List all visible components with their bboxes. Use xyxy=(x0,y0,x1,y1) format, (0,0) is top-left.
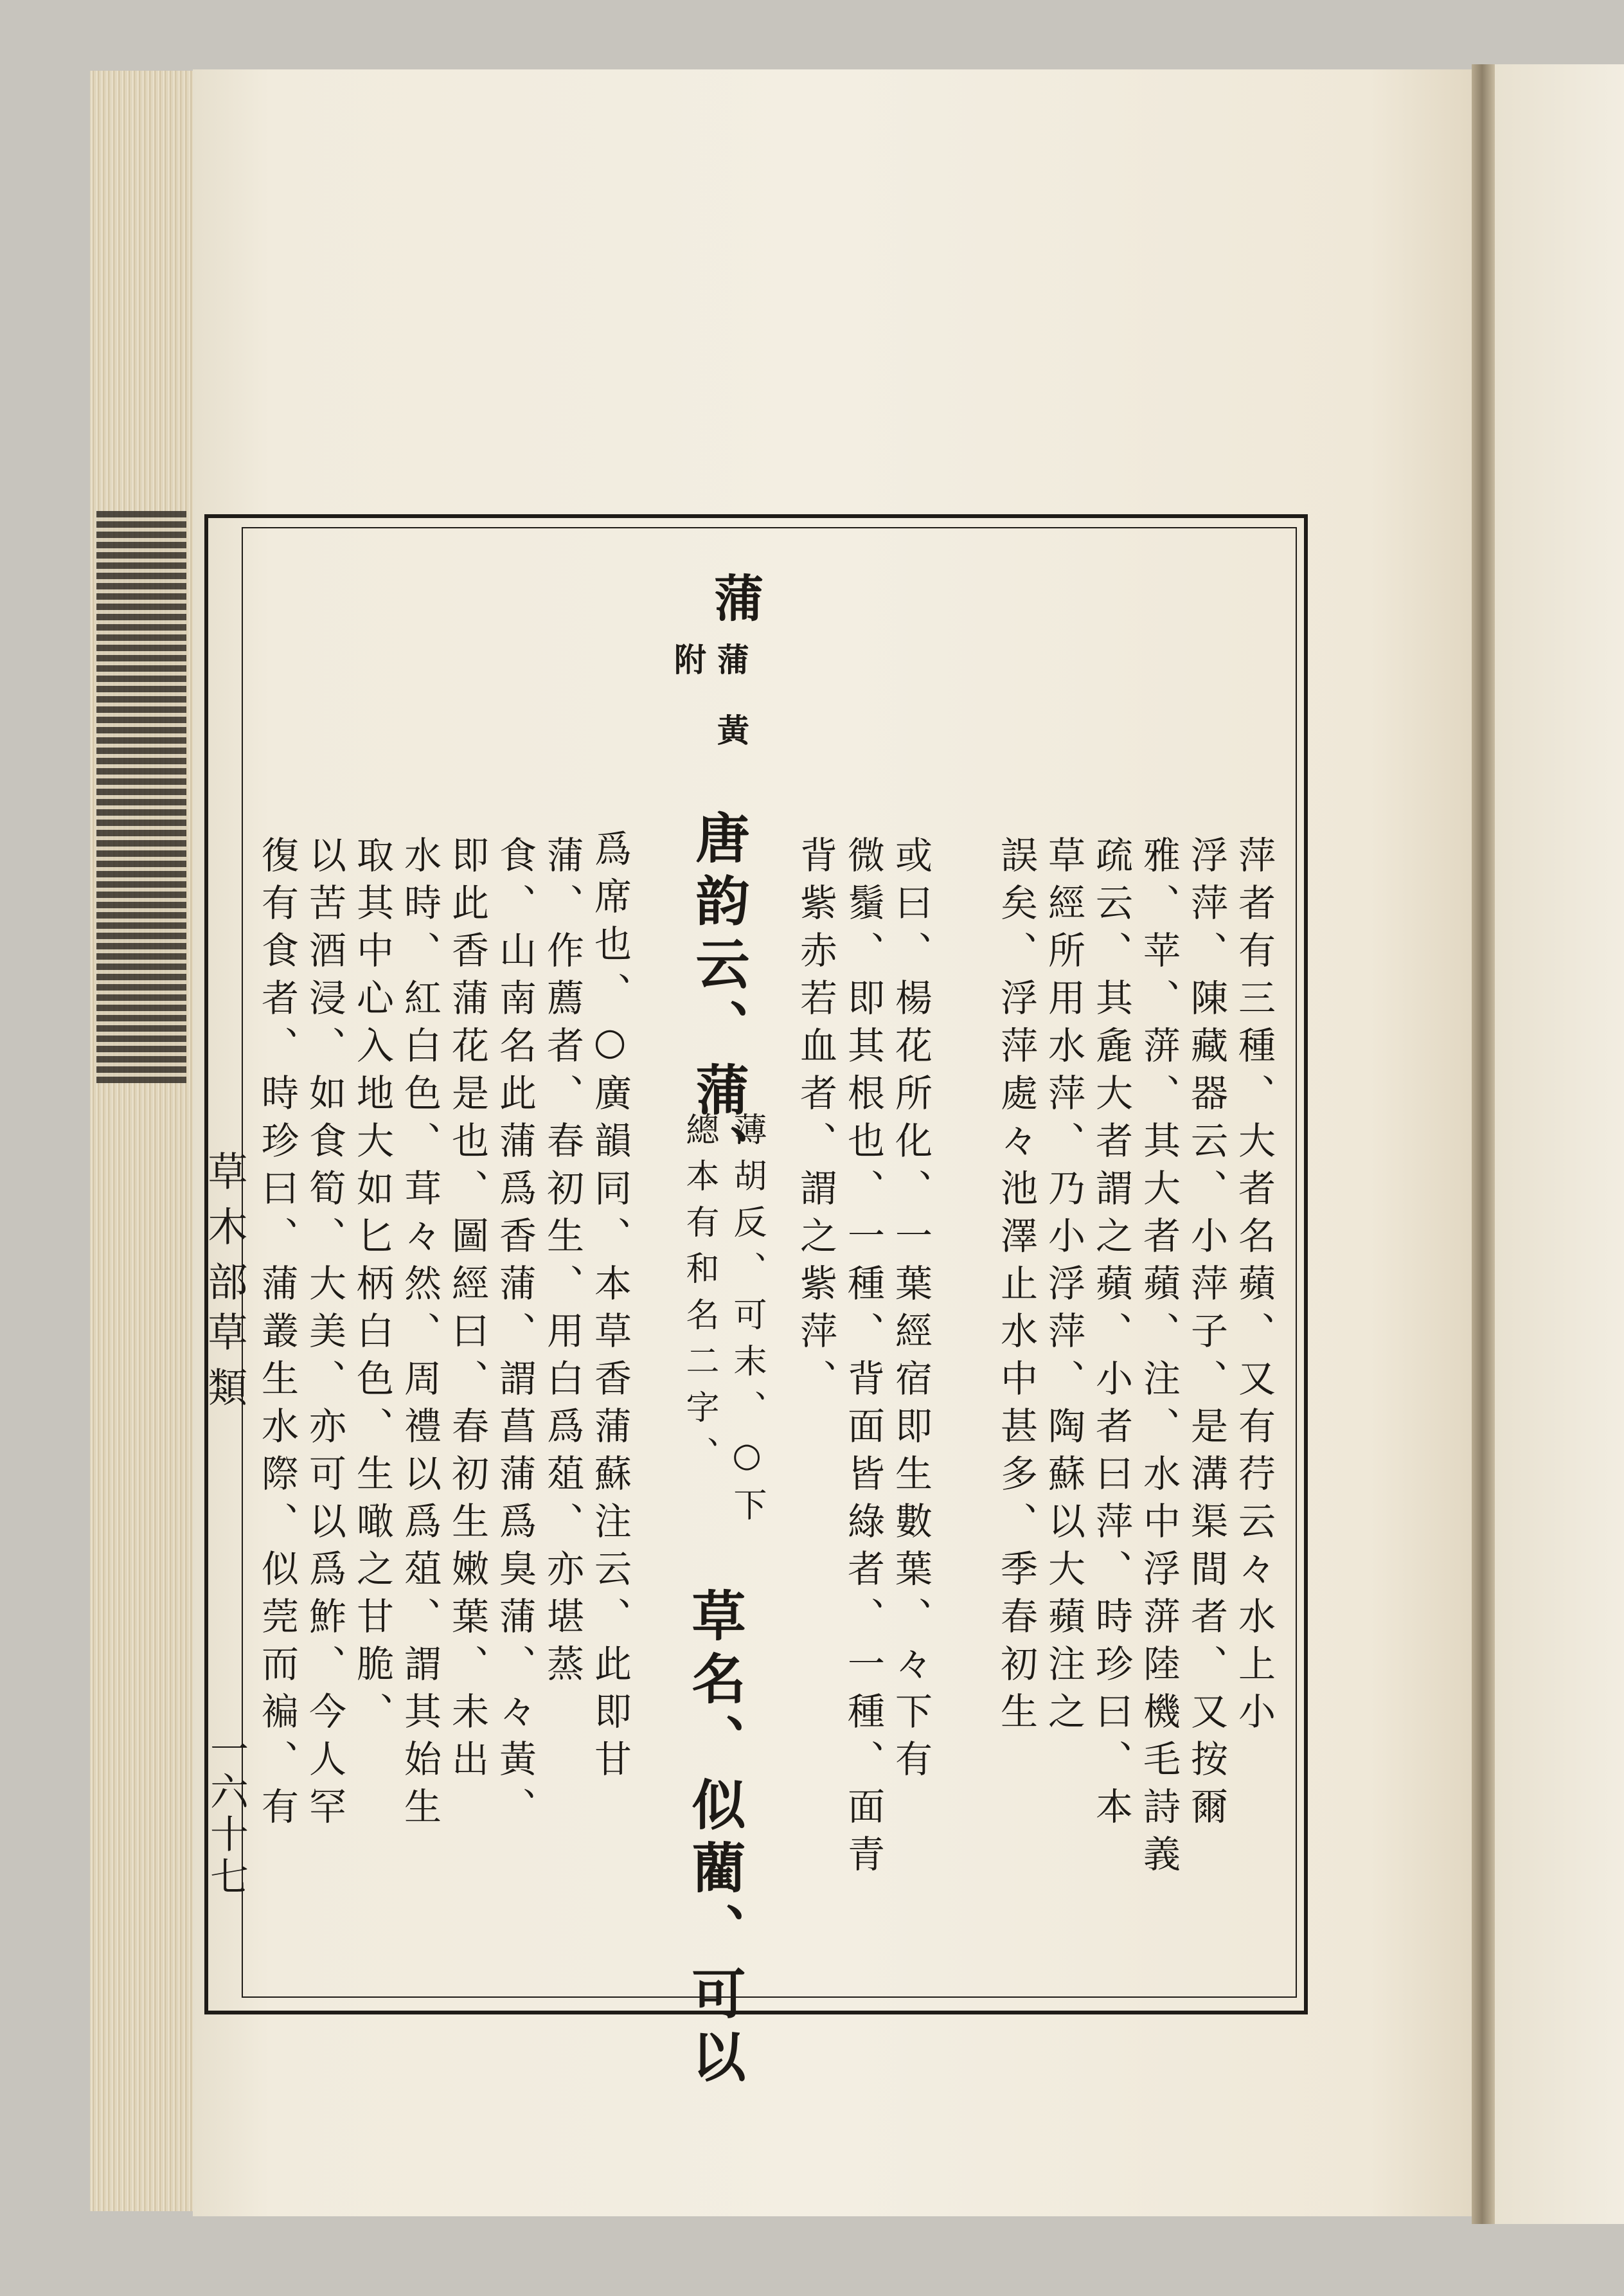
entry-heading: 蒲 xyxy=(706,572,764,622)
spine-title-blur xyxy=(96,511,186,1083)
text-column-4: 疏云、其麁大者謂之蘋、小者曰萍、時珍曰、本 xyxy=(1089,836,1133,1834)
text-column-11: 蒲、作薦者、春初生、用白爲葅、亦堪蒸 xyxy=(540,836,584,1692)
subheading-prefix: 附 xyxy=(669,643,707,688)
text-column-7: 或曰、楊花所化、一葉經宿即生數葉、々下有 xyxy=(889,836,932,1787)
page-edges xyxy=(90,71,193,2211)
book-gutter xyxy=(1472,64,1495,2224)
text-column-2: 浮萍、陳藏器云、小萍子、是溝渠間者、又按爾 xyxy=(1184,836,1228,1834)
text-column-14: 水時、紅白色、茸々然、周禮以爲葅、謂其始生 xyxy=(398,836,442,1834)
main-entry-line-2: 草名、似藺、可以 xyxy=(683,1588,747,2092)
text-column-9: 背紫赤若血者、謂之紫萍、 xyxy=(794,836,837,1406)
text-column-15: 取其中心入地大如匕柄白色、生噉之甘脆、 xyxy=(350,836,394,1739)
text-column-8: 微鬚、即其根也、一種、背面皆綠者、一種、面青 xyxy=(841,836,885,1882)
main-entry-line-1: 唐韵云、蒲、 xyxy=(687,810,751,1188)
facing-page xyxy=(1495,64,1624,2224)
text-column-12: 食、山南名此蒲爲香蒲、謂菖蒲爲臭蒲、々黃、 xyxy=(493,836,537,1834)
text-column-5: 草經所用水萍、乃小浮萍、陶蘇以大蘋注之 xyxy=(1042,836,1085,1739)
subheading-item-1: 蒲 xyxy=(712,643,750,675)
text-column-16: 以苦酒浸、如食筍、大美、亦可以爲鮓、今人罕 xyxy=(303,836,346,1834)
text-column-13: 即此香蒲花是也、圖經曰、春初生嫩葉、未出 xyxy=(445,836,489,1787)
main-entry-gloss-left: 總本有和名二字、 xyxy=(680,1112,718,1482)
main-entry-gloss-right: 薄胡反、可末、○下 xyxy=(727,1112,766,1534)
text-column-6: 誤矣、浮萍處々池澤止水中甚多、季春初生 xyxy=(994,836,1038,1739)
page-number: 一六十七 xyxy=(204,1729,249,1899)
margin-category: 草類 xyxy=(201,1311,248,1422)
subheading-item-2: 黃 xyxy=(712,713,750,746)
text-column-17: 復有食者、時珍曰、蒲叢生水際、似莞而褊、有 xyxy=(255,836,299,1834)
text-column-1: 萍者有三種、大者名蘋、又有荇云々水上小 xyxy=(1232,836,1276,1739)
margin-section: 草木部 xyxy=(201,1151,248,1316)
text-column-3: 雅、苹、蓱、其大者蘋、注、水中浮蓱陸機毛詩義 xyxy=(1137,836,1181,1882)
text-column-10: 爲席也、○廣韻同、本草香蒲蘇注云、此即甘 xyxy=(588,829,632,1787)
